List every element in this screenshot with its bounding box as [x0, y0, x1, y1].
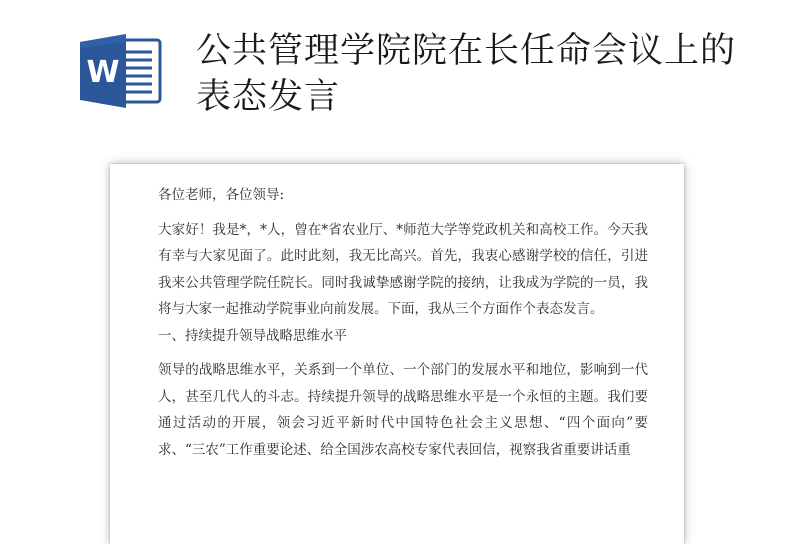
word-logo [76, 32, 164, 110]
word-logo-letter: W [86, 55, 120, 90]
section-heading: 一、持续提升领导战略思维水平 [158, 327, 347, 344]
word-document-icon [76, 32, 164, 110]
paragraph-intro: 大家好！我是*，*人，曾在*省农业厅、*师范大学等党政机关和高校工作。今天我有幸与大家见面了。此时此刻，我无比高兴。首先，我衷心感谢学校的信任，引进我来公共管理学院任院长。同时我诚挚感谢学院的接纳，让我成为学院的一员，我将与大家一起推动学院事业向前发展。下面，我从三个方面作个表态发言。 [158, 221, 648, 317]
document-body [158, 182, 648, 463]
page-title: 公共管理学院院在长任命会议上的表态发言 [196, 31, 737, 117]
salutation: 各位老师，各位领导: [158, 187, 285, 203]
paragraph-section-one: 领导的战略思维水平，关系到一个单位、一个部门的发展水平和地位，影响到一代人，甚至几代人的斗志。持续提升领导的战略思维水平是一个永恒的主题。我们要通过活动的开展，领会习近平新时代中国特色社会主义思想、“四个面向”要求、“三农”工作重要论述、给全国涉农高校专家代表回信，视察我省重要讲话重 [158, 362, 648, 458]
